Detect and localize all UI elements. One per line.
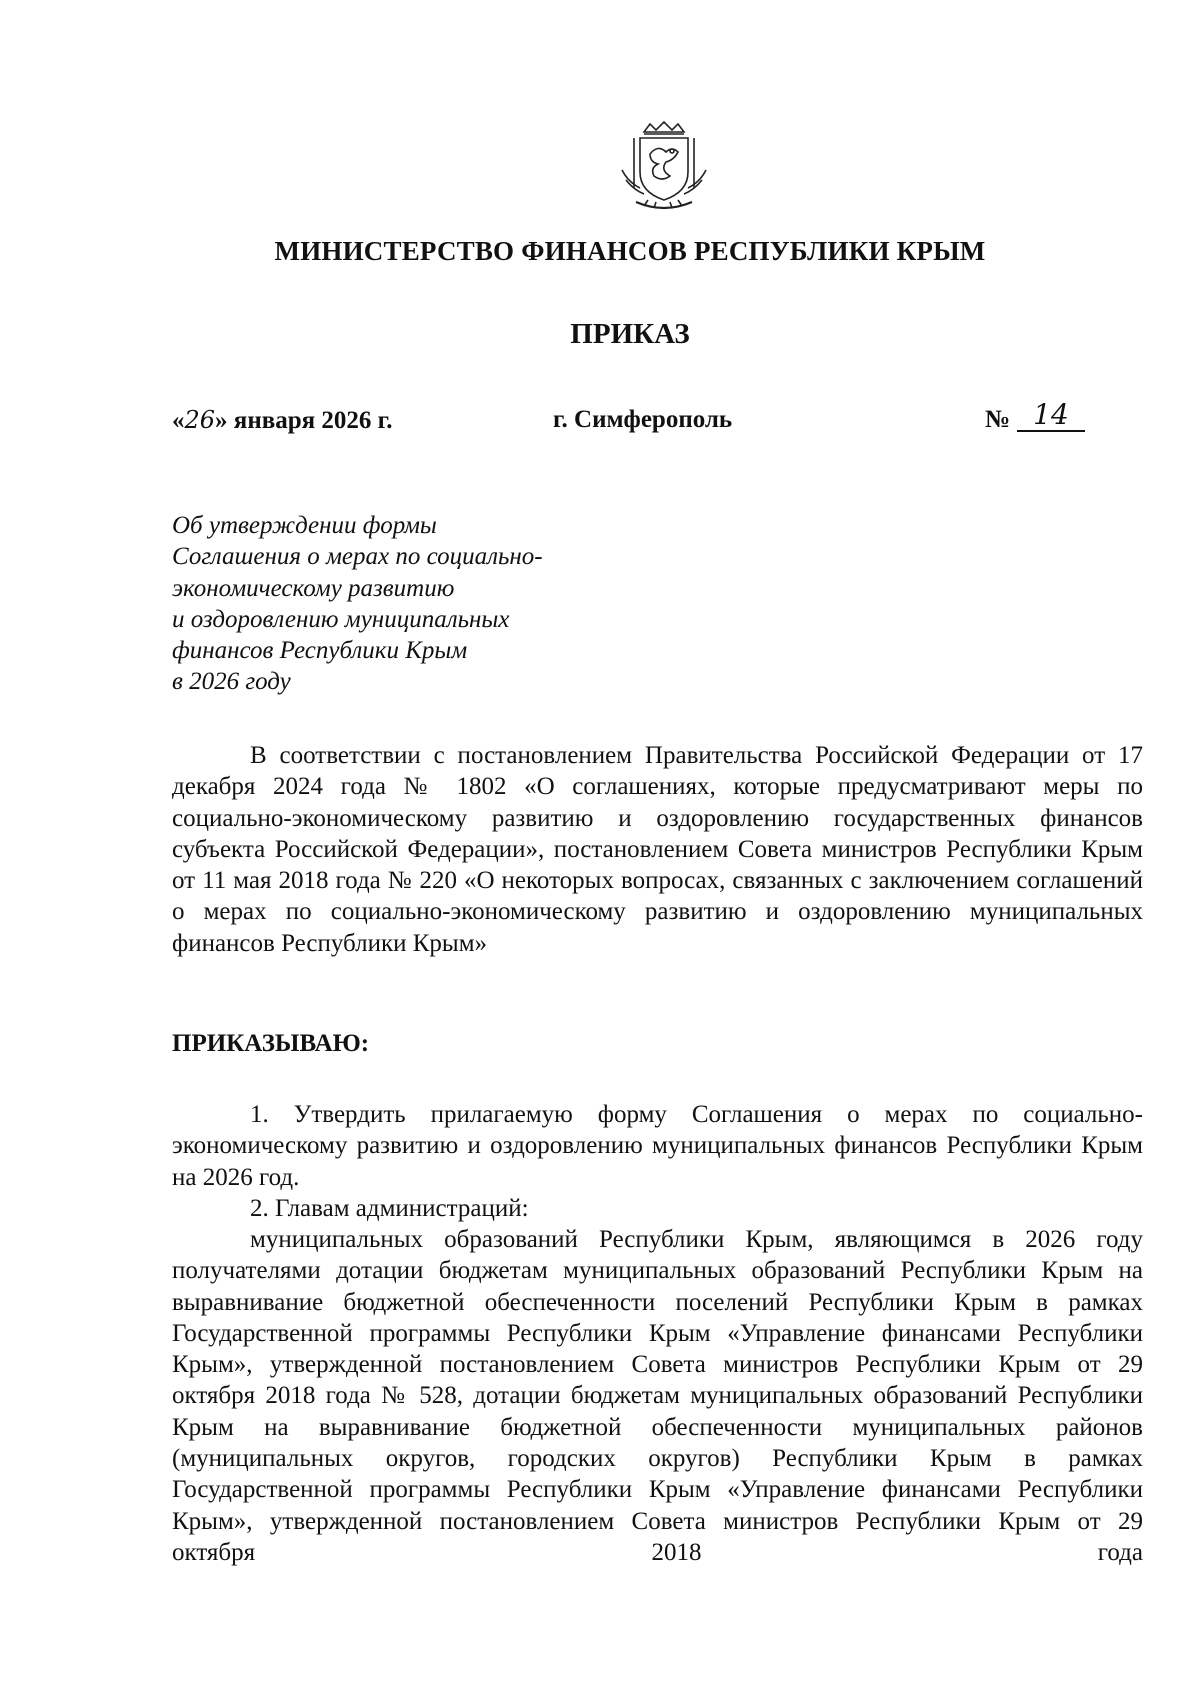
item-2-heading: 2. Главам администраций: <box>250 1195 529 1222</box>
crimea-coat-of-arms-icon <box>614 118 714 214</box>
item-2-text-block <box>172 1224 1143 1568</box>
handwritten-day: 26 <box>184 406 216 434</box>
order-number-label: № <box>985 406 1011 433</box>
item-1-block <box>172 1099 1143 1193</box>
preamble-paragraph: В соответствии с постановлением Правительства Российской Федерации от 17 декабря 2024 года № 1802 «О соглашениях, которые предусматривают меры по социально-экономическому развитию и оздоровлению государственных финансов субъекта Российской Федерации», постановлением Совета министров Республики Крым от 11 мая 2018 года № 220 «О некоторых вопросах, связанных с заключением соглашений о мерах по социально-экономическому развитию и оздоровлению муниципальных финансов Республики Крым» <box>172 742 1143 957</box>
preamble-block <box>172 740 1143 959</box>
date-close-quote: » <box>215 407 228 434</box>
subject-line: в 2026 году <box>172 668 291 696</box>
order-subject <box>172 510 543 698</box>
date-month-year: января 2026 г. <box>227 407 393 434</box>
item-2-block <box>172 1193 1143 1224</box>
subject-line: и оздоровлению муниципальных <box>172 605 510 633</box>
subject-line: Соглашения о мерах по социально- <box>172 543 543 571</box>
order-city: г. Симферополь <box>553 406 733 433</box>
subject-line: Об утверждении формы <box>172 512 437 539</box>
item-1-paragraph: 1. Утвердить прилагаемую форму Соглашения о мерах по социально-экономическому развитию и оздоровлению муниципальных финансов Республики Крым на 2026 год. <box>172 1101 1143 1191</box>
ministry-title: МИНИСТЕРСТВО ФИНАНСОВ РЕСПУБЛИКИ КРЫМ <box>274 236 986 266</box>
order-date <box>172 406 392 435</box>
item-2-paragraph: муниципальных образований Республики Крым, являющимся в 2026 году получателями дотации бюджетам муниципальных образований Республики Крым на выравнивание бюджетной обеспеченности поселений Республики Крым в рамках Государственной программы Республики Крым «Управление финансами Республики Крым», утвержденной постановлением Совета министров Республики Крым от 29 октября 2018 года № 528, дотации бюджетам муниципальных образований Республики Крым на выравнивание бюджетной обеспеченности муниципальных районов (муниципальных округов, городских округов) Республики Крым в рамках Государственной программы Республики Крым «Управление финансами Республики Крым», утвержденной постановлением Совета министров Республики Крым от 29 октября 2018 года <box>172 1226 1143 1566</box>
subject-line: финансов Республики Крым <box>172 637 468 665</box>
subject-line: экономическому развитию <box>172 574 455 602</box>
date-open-quote: « <box>172 407 185 434</box>
order-directive: ПРИКАЗЫВАЮ: <box>172 1030 370 1057</box>
handwritten-order-number: 14 <box>1017 400 1085 432</box>
document-type-title: ПРИКАЗ <box>570 318 690 350</box>
